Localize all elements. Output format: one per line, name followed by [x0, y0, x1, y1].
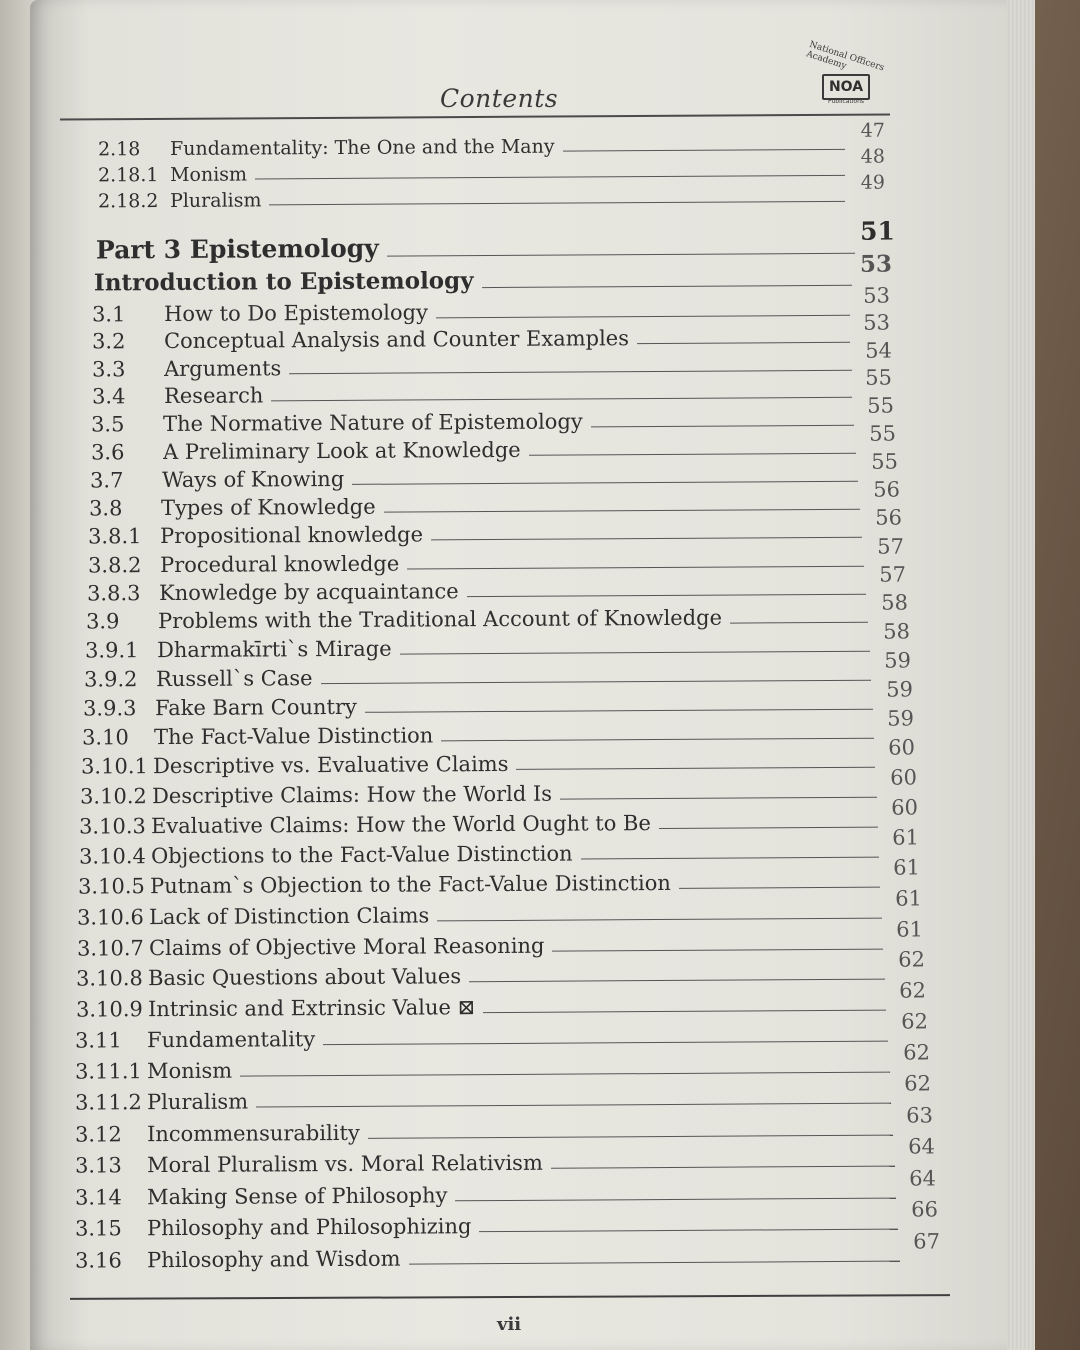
- toc-entry-page: 56: [873, 477, 900, 502]
- toc-entry-title: Knowledge by acquaintance: [158, 579, 459, 606]
- toc-entry-number: 3.3: [91, 357, 126, 382]
- dot-leader-line: [482, 284, 852, 288]
- toc-entry: [93, 250, 892, 297]
- dot-leader-line: [730, 621, 868, 624]
- dot-leader-line: [323, 1040, 888, 1045]
- toc-entry-page: 48: [860, 145, 885, 168]
- toc-entry-number: 3.10.1: [80, 754, 148, 779]
- toc-entry-number: 3.10.9: [75, 997, 143, 1022]
- toc-entry-number: 2.18.1: [97, 164, 159, 187]
- toc-entry-page: 61: [896, 917, 923, 942]
- toc-entry-title: Fundamentality: The One and the Many: [169, 135, 555, 160]
- toc-entry-page: 58: [881, 590, 908, 615]
- toc-entry-number: 3.10.5: [77, 874, 145, 899]
- toc-entry-title: Dharmakīrti`s Mirage: [156, 636, 392, 663]
- toc-entry-page: 64: [909, 1166, 936, 1191]
- dot-leader-line: [455, 1197, 896, 1202]
- dot-leader-line: [352, 480, 858, 485]
- toc-entry-title: Putnam`s Objection to the Fact-Value Distinction: [149, 870, 671, 899]
- dot-leader-line: [551, 1165, 895, 1169]
- toc-entry-title: Philosophy and Philosophizing: [146, 1214, 472, 1241]
- toc-entry-title: Monism: [146, 1058, 233, 1084]
- toc-entry-number: 3.2: [91, 329, 126, 354]
- toc-entry-title: Fake Barn Country: [154, 694, 357, 721]
- toc-entry-page: 60: [888, 735, 915, 760]
- toc-entry-title: Types of Knowledge: [160, 494, 376, 521]
- toc-entry-title: Fundamentality: [146, 1027, 316, 1053]
- toc-entry-page: 57: [877, 534, 904, 559]
- toc-entry-title: Philosophy and Wisdom: [146, 1246, 401, 1273]
- toc-entry-number: 3.13: [74, 1153, 122, 1178]
- dot-leader-line: [387, 252, 855, 257]
- dot-leader-line: [659, 826, 878, 829]
- toc-entry-title: Problems with the Traditional Account of Knowledge: [157, 605, 723, 634]
- toc-entry-title: Evaluative Claims: How the World Ought to Be: [150, 811, 651, 839]
- dot-leader-line: [384, 508, 860, 513]
- toc-entry-page: 54: [865, 338, 892, 363]
- toc-entry-title: Procedural knowledge: [159, 551, 400, 578]
- toc-entry-title: The Normative Nature of Epistemology: [162, 409, 583, 437]
- toc-entry-page: 60: [891, 795, 918, 820]
- dot-leader-line: [467, 593, 866, 597]
- dot-leader-line: [400, 650, 870, 655]
- toc-entry-title: Objections to the Fact-Value Distinction: [150, 841, 573, 869]
- toc-entry-page: 47: [860, 119, 885, 142]
- dot-leader-line: [637, 341, 850, 344]
- toc-entry-title: Descriptive vs. Evaluative Claims: [152, 751, 509, 779]
- toc-entry-number: 3.12: [74, 1122, 122, 1147]
- toc-entry-page: 64: [908, 1134, 935, 1159]
- toc-entry-number: 3.9.2: [83, 667, 138, 692]
- dot-leader-line: [483, 1009, 886, 1013]
- toc-entry-number: 3.6: [90, 440, 125, 465]
- toc-entry-page: 57: [879, 562, 906, 587]
- logo-arc-text: National Officers Academy: [804, 39, 886, 74]
- toc-entry: [74, 1229, 940, 1273]
- toc-entry-page: 61: [893, 855, 920, 880]
- toc-entry: [95, 216, 895, 265]
- toc-entry-page: 62: [903, 1040, 930, 1065]
- toc-entry-page: 53: [863, 283, 890, 308]
- toc-entry-title: Arguments: [163, 356, 282, 382]
- dot-leader-line: [563, 148, 845, 152]
- toc-entry-title: Lack of Distinction Claims: [148, 903, 430, 930]
- toc-entry-number: 3.10.7: [76, 936, 144, 961]
- toc-entry-number: 3.14: [74, 1185, 122, 1210]
- toc-entry-title: Making Sense of Philosophy: [146, 1183, 448, 1210]
- toc-entry-title: Incommensurability: [146, 1120, 360, 1147]
- logo-subtitle: Publications: [827, 98, 865, 105]
- toc-entry-number: 3.4: [91, 384, 126, 409]
- toc-entry-page: 55: [871, 449, 898, 474]
- toc-entry-number: 3.11: [74, 1028, 122, 1053]
- toc-entry-title: Descriptive Claims: How the World Is: [151, 781, 553, 809]
- toc-entry-page: 62: [899, 978, 926, 1003]
- page-title: Contents: [440, 84, 559, 113]
- toc-entry-page: 63: [906, 1103, 933, 1128]
- toc-entry-page: 53: [863, 310, 890, 335]
- toc-entry-page: 59: [887, 706, 914, 731]
- toc-entry-title: Propositional knowledge: [159, 522, 424, 549]
- toc-entry-page: 67: [913, 1229, 940, 1254]
- logo-mark: NOA: [822, 74, 870, 100]
- toc-entry-page: 55: [869, 421, 896, 446]
- toc-entry-page: 62: [901, 1009, 928, 1034]
- dot-leader-line: [441, 737, 874, 742]
- dot-leader-line: [407, 565, 864, 570]
- toc-entry-number: 3.1: [91, 302, 126, 327]
- toc-entry-title: Ways of Knowing: [161, 466, 345, 493]
- toc-entry-page: 53: [859, 250, 892, 278]
- dot-leader-line: [256, 1102, 891, 1108]
- toc-entry-page: 62: [904, 1071, 931, 1096]
- dot-leader-line: [409, 1260, 900, 1265]
- dot-leader-line: [560, 796, 877, 800]
- toc-entry-title: Basic Questions about Values: [147, 964, 462, 991]
- toc-entry-number: 3.8.3: [86, 581, 141, 606]
- toc-entry-page: 56: [875, 505, 902, 530]
- toc-entry-title: Moral Pluralism vs. Moral Relativism: [146, 1150, 543, 1178]
- toc-entry-number: 3.8: [88, 496, 123, 521]
- toc-entry-title: Pluralism: [169, 189, 262, 212]
- toc-entry: [74, 1166, 936, 1210]
- toc-entry-page: 61: [895, 886, 922, 911]
- toc-entry-number: 3.9.1: [84, 638, 139, 663]
- dot-leader-line: [679, 886, 880, 889]
- dot-leader-line: [529, 452, 856, 456]
- dot-leader-line: [437, 917, 882, 922]
- toc-entry-page: 59: [884, 648, 911, 673]
- toc-entry-page: 55: [867, 393, 894, 418]
- toc-entry-title: Introduction to Epistemology: [93, 267, 474, 297]
- toc-entry-title: Part 3 Epistemology: [95, 233, 379, 265]
- toc-entry-title: A Preliminary Look at Knowledge: [162, 437, 521, 465]
- toc-entry-number: 3.10: [81, 725, 129, 750]
- toc-entry-page: 62: [898, 947, 925, 972]
- page-number: vii: [497, 1314, 522, 1335]
- toc-entry-page: 60: [890, 765, 917, 790]
- dot-leader-line: [368, 1134, 893, 1139]
- toc-entry-title: Pluralism: [146, 1089, 249, 1115]
- toc-entry-page: 49: [860, 171, 885, 194]
- toc-entry-number: 3.10.4: [78, 844, 146, 869]
- dot-leader-line: [240, 1071, 890, 1077]
- dot-leader-line: [469, 978, 885, 983]
- toc-entry-title: Russell`s Case: [155, 666, 313, 692]
- toc-entry-title: The Fact-Value Distinction: [153, 723, 434, 750]
- toc-entry-page: 55: [865, 365, 892, 390]
- dot-leader-line: [271, 396, 852, 402]
- dot-leader-line: [431, 536, 862, 541]
- toc-entry-number: 3.10.8: [75, 966, 143, 991]
- dot-leader-line: [591, 424, 854, 428]
- toc-entry-number: 3.8.1: [87, 524, 142, 549]
- toc-entry-number: 3.15: [74, 1216, 122, 1241]
- toc-entry-number: 3.11.2: [74, 1090, 142, 1115]
- toc-entry-number: 3.9: [85, 609, 120, 634]
- toc-entry-number: 3.7: [89, 468, 124, 493]
- toc-entry-title: Conceptual Analysis and Counter Examples: [163, 326, 630, 353]
- toc-entry-number: 3.10.6: [76, 905, 144, 930]
- toc-entry-number: 3.10.3: [78, 814, 146, 839]
- toc-entry-number: 3.11.1: [74, 1059, 142, 1084]
- toc-entry-page: 61: [892, 825, 919, 850]
- dot-leader-line: [581, 856, 879, 860]
- toc-entry-page: 59: [886, 677, 913, 702]
- toc-entry-number: 3.9.3: [82, 696, 137, 721]
- toc-entry-title: Research: [163, 383, 264, 409]
- toc-entry-title: How to Do Epistemology: [163, 300, 428, 326]
- dot-leader-line: [516, 766, 875, 770]
- toc-entry-number: 3.5: [90, 412, 125, 437]
- toc-entry: [74, 1103, 933, 1147]
- toc-entry-number: 2.18.2: [97, 190, 159, 213]
- toc-entry-page: 51: [860, 216, 895, 246]
- toc-entry-number: 3.8.2: [87, 553, 142, 578]
- dot-leader-line: [552, 948, 883, 952]
- dot-leader-line: [479, 1228, 898, 1233]
- toc-entry-number: 2.18: [97, 138, 141, 161]
- toc-entry-page: 58: [883, 619, 910, 644]
- toc-entry-number: 3.10.2: [79, 784, 147, 809]
- dot-leader-line: [269, 200, 845, 206]
- toc-entry-number: 3.16: [74, 1248, 122, 1273]
- dot-leader-line: [321, 679, 872, 684]
- toc-entry-title: Monism: [169, 163, 248, 186]
- toc-entry-title: Claims of Objective Moral Reasoning: [148, 933, 545, 961]
- dot-leader-line: [365, 708, 873, 713]
- toc-entry-title: Intrinsic and Extrinsic Value ⊠: [147, 995, 476, 1022]
- dot-leader-line: [436, 314, 850, 319]
- toc-entry-page: 66: [911, 1197, 938, 1222]
